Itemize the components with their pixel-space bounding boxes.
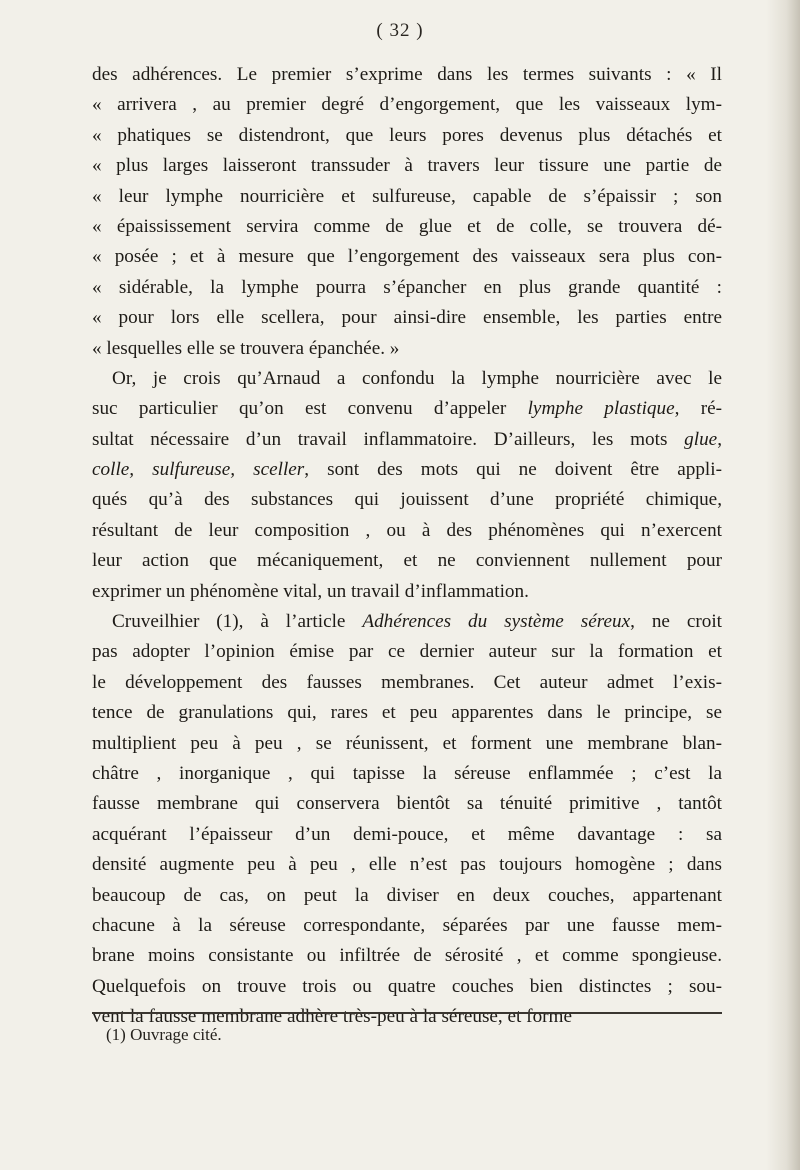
text-line-segment: suc particulier qu’on est convenu d’appeler bbox=[92, 398, 528, 420]
text-line-segment: vent la fausse membrane adhère très-peu à la séreuse, et forme bbox=[92, 1006, 572, 1028]
text-line-segment: , ne croit bbox=[630, 611, 722, 633]
text-line bbox=[92, 151, 722, 181]
text-line bbox=[92, 789, 722, 819]
text-line bbox=[92, 273, 722, 303]
text-line-segment: , bbox=[717, 428, 722, 450]
text-line-segment: « plus larges laisseront transsuder à travers leur tissure une partie de bbox=[92, 155, 722, 177]
text-line bbox=[92, 60, 722, 90]
text-line bbox=[92, 577, 722, 607]
text-line-segment: Quelquefois on trouve trois ou quatre couches bien distinctes ; sou- bbox=[92, 975, 722, 997]
text-line-segment: « posée ; et à mesure que l’engorgement des vaisseaux sera plus con- bbox=[92, 246, 722, 268]
text-line-segment: « phatiques se distendront, que leurs pores devenus plus détachés et bbox=[92, 124, 722, 146]
text-line-segment: leur action que mécaniquement, et ne conviennent nullement pour bbox=[92, 550, 722, 572]
text-line bbox=[92, 485, 722, 515]
text-line-segment: le développement des fausses membranes. Cet auteur admet l’exis- bbox=[92, 671, 722, 693]
text-line-segment: Or, je crois qu’Arnaud a confondu la lymphe nourricière avec le bbox=[112, 367, 722, 389]
text-line-segment: tence de granulations qui, rares et peu apparentes dans le principe, se bbox=[92, 702, 722, 724]
text-line bbox=[92, 394, 722, 424]
text-line-segment: multiplient peu à peu , se réunissent, et forment une membrane blan- bbox=[92, 732, 722, 754]
italic-term: colle, sulfureuse, sceller bbox=[92, 459, 305, 481]
body-text bbox=[92, 60, 722, 1033]
text-line bbox=[92, 242, 722, 272]
text-line bbox=[92, 121, 722, 151]
text-line bbox=[92, 516, 722, 546]
text-line bbox=[92, 820, 722, 850]
text-line-segment: résultant de leur composition , ou à des phénomènes qui n’exercent bbox=[92, 519, 722, 541]
text-line-segment: des adhérences. Le premier s’exprime dans les termes suivants : « Il bbox=[92, 64, 722, 85]
page-edge-shadow bbox=[766, 0, 800, 1170]
text-line-segment: fausse membrane qui conservera bientôt sa ténuité primitive , tantôt bbox=[92, 793, 722, 815]
text-line-segment: « arrivera , au premier degré d’engorgement, que les vaisseaux lym- bbox=[92, 94, 722, 116]
text-line-segment: exprimer un phénomène vital, un travail d’inflammation. bbox=[92, 580, 529, 602]
italic-term: Adhérences du système séreux bbox=[362, 611, 631, 633]
text-line bbox=[92, 637, 722, 667]
text-line-segment: « leur lymphe nourricière et sulfureuse, capable de s’épaissir ; son bbox=[92, 185, 722, 207]
text-line-segment: pas adopter l’opinion émise par ce dernier auteur sur la formation et bbox=[92, 641, 722, 663]
text-line bbox=[92, 182, 722, 212]
text-line-segment: densité augmente peu à peu , elle n’est pas toujours homogène ; dans bbox=[92, 854, 722, 876]
text-line bbox=[92, 941, 722, 971]
text-line bbox=[92, 698, 722, 728]
text-line-segment: sultat nécessaire d’un travail inflammatoire. D’ailleurs, les mots bbox=[92, 428, 685, 450]
footnote-divider bbox=[92, 1012, 722, 1014]
text-line bbox=[92, 668, 722, 698]
text-line-segment: chacune à la séreuse correspondante, séparées par une fausse mem- bbox=[92, 914, 722, 936]
text-line-segment: châtre , inorganique , qui tapisse la séreuse enflammée ; c’est la bbox=[92, 762, 722, 784]
text-line bbox=[92, 303, 722, 333]
text-line-segment: Cruveilhier (1), à l’article bbox=[112, 611, 363, 633]
text-line bbox=[92, 759, 722, 789]
text-line bbox=[92, 850, 722, 880]
text-line bbox=[92, 364, 722, 394]
text-line bbox=[92, 729, 722, 759]
text-line-segment: « épaississement servira comme de glue et de colle, se trouvera dé- bbox=[92, 215, 722, 237]
text-line bbox=[92, 972, 722, 1002]
text-line bbox=[92, 546, 722, 576]
footnote: (1) Ouvrage cité. bbox=[106, 1025, 222, 1044]
text-line-segment: qués qu’à des substances qui jouissent d’une propriété chimique, bbox=[92, 489, 722, 511]
italic-term: lymphe plastique bbox=[527, 398, 675, 420]
text-line-segment: brane moins consistante ou infiltrée de sérosité , et comme spongieuse. bbox=[92, 945, 722, 967]
text-line bbox=[92, 881, 722, 911]
text-line-segment: acquérant l’épaisseur d’un demi-pouce, et même davantage : sa bbox=[92, 823, 722, 845]
text-line-segment: « lesquelles elle se trouvera épanchée. » bbox=[92, 337, 400, 359]
text-line-segment: , ré- bbox=[674, 398, 722, 420]
text-line bbox=[92, 334, 722, 364]
text-line-segment: beaucoup de cas, on peut la diviser en deux couches, appartenant bbox=[92, 884, 722, 906]
text-line bbox=[92, 607, 722, 637]
text-line-segment: , sont des mots qui ne doivent être appli- bbox=[304, 459, 722, 481]
text-line bbox=[92, 455, 722, 485]
text-line-segment: « pour lors elle scellera, pour ainsi-dire ensemble, les parties entre bbox=[92, 307, 722, 329]
text-line bbox=[92, 425, 722, 455]
italic-term: glue bbox=[684, 428, 718, 450]
text-line bbox=[92, 212, 722, 242]
text-line-segment: « sidérable, la lymphe pourra s’épancher en plus grande quantité : bbox=[92, 276, 722, 298]
page-number: ( 32 ) bbox=[376, 20, 424, 41]
text-line bbox=[92, 90, 722, 120]
text-line bbox=[92, 911, 722, 941]
